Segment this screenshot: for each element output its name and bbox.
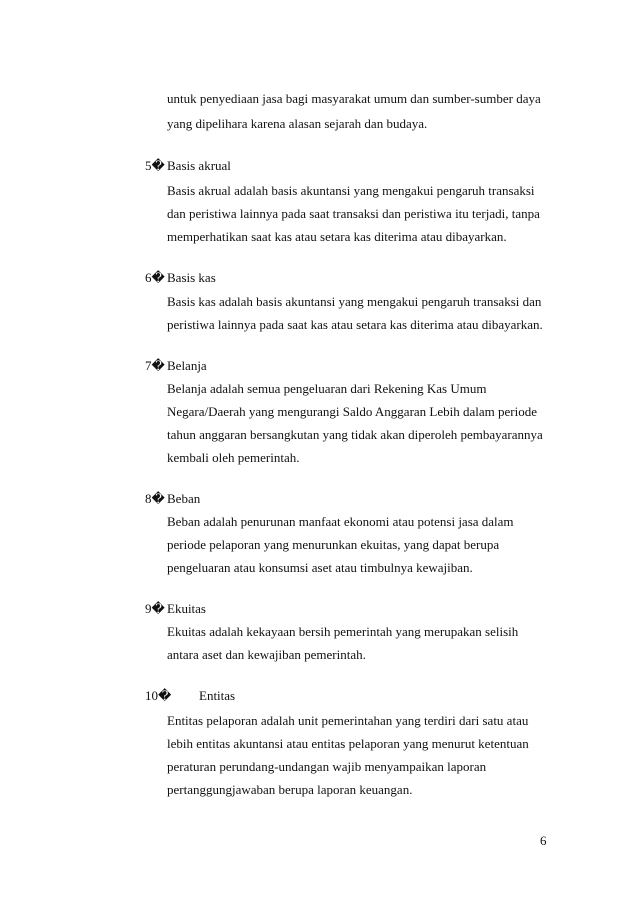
item-number: 5� xyxy=(145,158,165,173)
item-number: 9� xyxy=(145,601,165,616)
item-line: lebih entitas akuntansi atau entitas pelaporan yang menurut ketentuan xyxy=(167,736,529,751)
item-title: Entitas xyxy=(199,688,236,703)
item-line: Ekuitas adalah kekayaan bersih pemerintah yang merupakan selisih xyxy=(167,624,519,639)
item-line: Negara/Daerah yang mengurangi Saldo Anggaran Lebih dalam periode xyxy=(167,404,537,419)
item-title: Ekuitas xyxy=(167,601,206,616)
item-line: Entitas pelaporan adalah unit pemerintahan yang terdiri dari satu atau xyxy=(167,713,529,728)
item-line: Basis akrual adalah basis akuntansi yang mengakui pengaruh transaksi xyxy=(167,183,535,198)
item-number: 7� xyxy=(145,358,165,373)
intro-line: yang dipelihara karena alasan sejarah dan budaya. xyxy=(167,116,428,131)
item-line: Beban adalah penurunan manfaat ekonomi atau potensi jasa dalam xyxy=(167,514,514,529)
item-line: Belanja adalah semua pengeluaran dari Rekening Kas Umum xyxy=(167,381,487,396)
item-number: 8� xyxy=(145,491,165,506)
item-title: Basis kas xyxy=(167,270,216,285)
item-title: Beban xyxy=(167,491,201,506)
item-number: 6� xyxy=(145,270,165,285)
item-line: peraturan perundang-undangan wajib menyampaikan laporan xyxy=(167,759,487,774)
item-line: peristiwa lainnya pada saat kas atau setara kas diterima atau dibayarkan. xyxy=(167,317,543,332)
item-number: 10� xyxy=(145,688,172,703)
page-number: 6 xyxy=(540,833,547,848)
item-line: tahun anggaran bersangkutan yang tidak akan diperoleh pembayarannya xyxy=(167,427,543,442)
item-line: dan peristiwa lainnya pada saat transaksi dan peristiwa itu terjadi, tanpa xyxy=(167,206,540,221)
item-title: Basis akrual xyxy=(167,158,231,173)
item-line: Basis kas adalah basis akuntansi yang mengakui pengaruh transaksi dan xyxy=(167,294,542,309)
item-line: pertanggungjawaban berupa laporan keuangan. xyxy=(167,782,413,797)
item-line: periode pelaporan yang menurunkan ekuitas, yang dapat berupa xyxy=(167,537,500,552)
item-title: Belanja xyxy=(167,358,207,373)
item-line: memperhatikan saat kas atau setara kas diterima atau dibayarkan. xyxy=(167,229,507,244)
item-line: antara aset dan kewajiban pemerintah. xyxy=(167,647,366,662)
item-line: kembali oleh pemerintah. xyxy=(167,450,300,465)
item-line: pengeluaran atau konsumsi aset atau timbulnya kewajiban. xyxy=(167,560,473,575)
intro-line: untuk penyediaan jasa bagi masyarakat umum dan sumber-sumber daya xyxy=(167,91,541,106)
